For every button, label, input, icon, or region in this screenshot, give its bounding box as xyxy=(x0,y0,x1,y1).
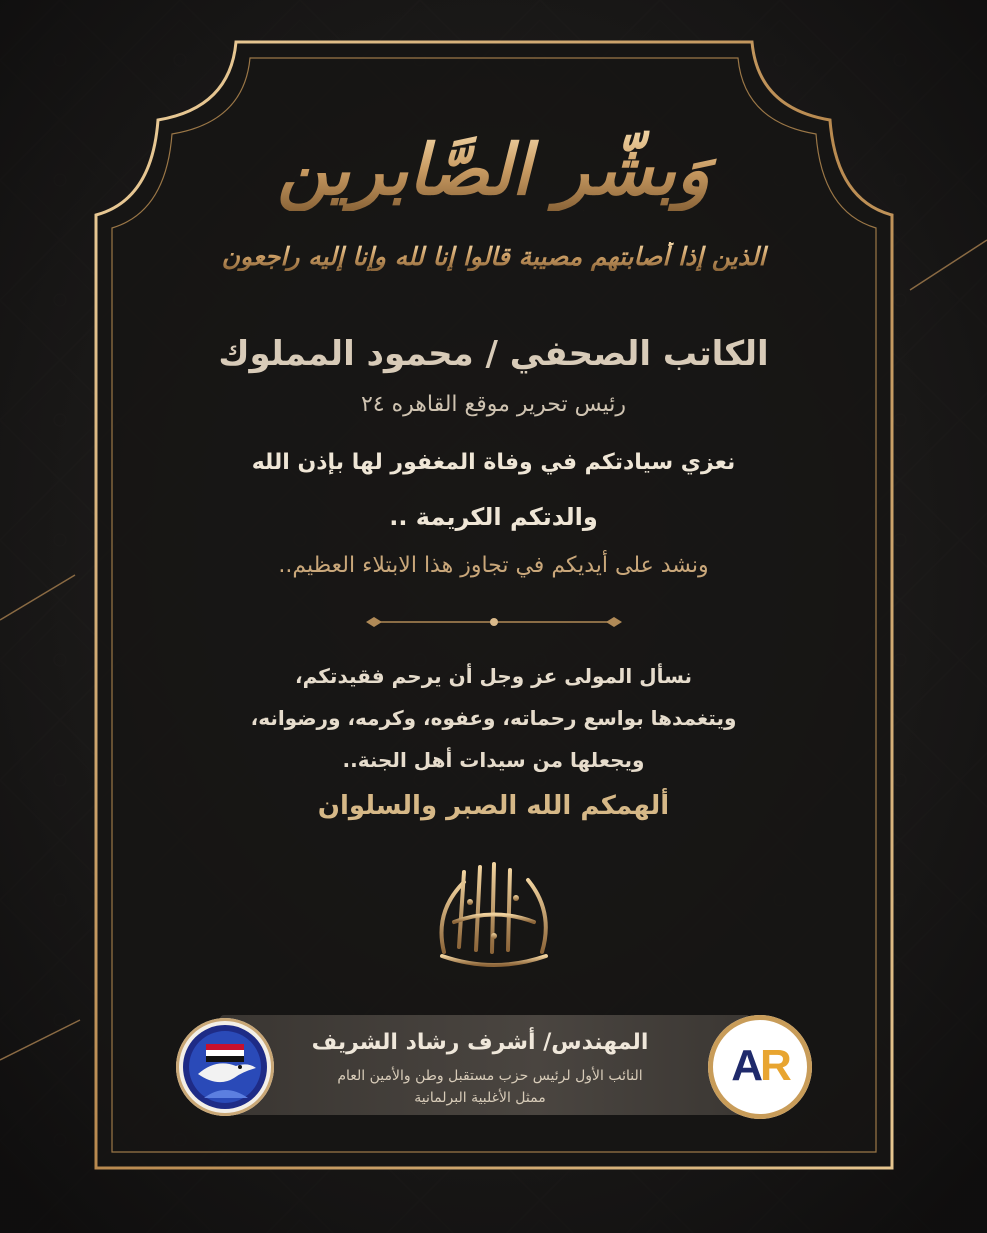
recipient-name: الكاتب الصحفي / محمود المملوك xyxy=(218,334,769,374)
closing-line: ألهمكم الله الصبر والسلوان xyxy=(317,791,670,821)
prayer-line-1: نسأل المولى عز وجل أن يرحم فقيدتكم، xyxy=(295,664,692,688)
ar-monogram-logo-icon xyxy=(708,1015,812,1119)
inna-lillah-calligraphy-icon xyxy=(424,852,564,972)
calligraphy-title: وَبشّرِ الصَّابرين xyxy=(0,128,987,211)
ar-monogram xyxy=(708,1041,812,1091)
condolence-line-2: والدتكم الكريمة .. xyxy=(389,503,598,531)
recipient-title: رئيس تحرير موقع القاهره ٢٤ xyxy=(360,392,627,417)
quran-verse: الذين إذا أصابتهم مصيبة قالوا إنا لله وإنا إليه راجعون xyxy=(0,242,987,271)
sender-role: النائب الأول لرئيس حزب مستقبل وطن والأمين العام xyxy=(337,1068,643,1084)
ar-letter-r: R xyxy=(760,1041,789,1090)
condolence-line-1: نعزي سيادتكم في وفاة المغفور لها بإذن الله xyxy=(251,450,736,475)
prayer-line-3: ويجعلها من سيدات أهل الجنة.. xyxy=(342,748,645,772)
prayer-line-2: ويتغمدها بواسع رحماته، وعفوه، وكرمه، ورضوانه، xyxy=(250,706,737,730)
sender-role-2: ممثل الأغلبية البرلمانية xyxy=(414,1090,546,1106)
condolence-line-3: ونشد على أيديكم في تجاوز هذا الابتلاء العظيم.. xyxy=(278,553,709,578)
sender-name: المهندس/ أشرف رشاد الشريف xyxy=(311,1030,649,1055)
ar-letter-a: A xyxy=(731,1041,760,1090)
party-eagle-logo-icon xyxy=(176,1018,274,1116)
